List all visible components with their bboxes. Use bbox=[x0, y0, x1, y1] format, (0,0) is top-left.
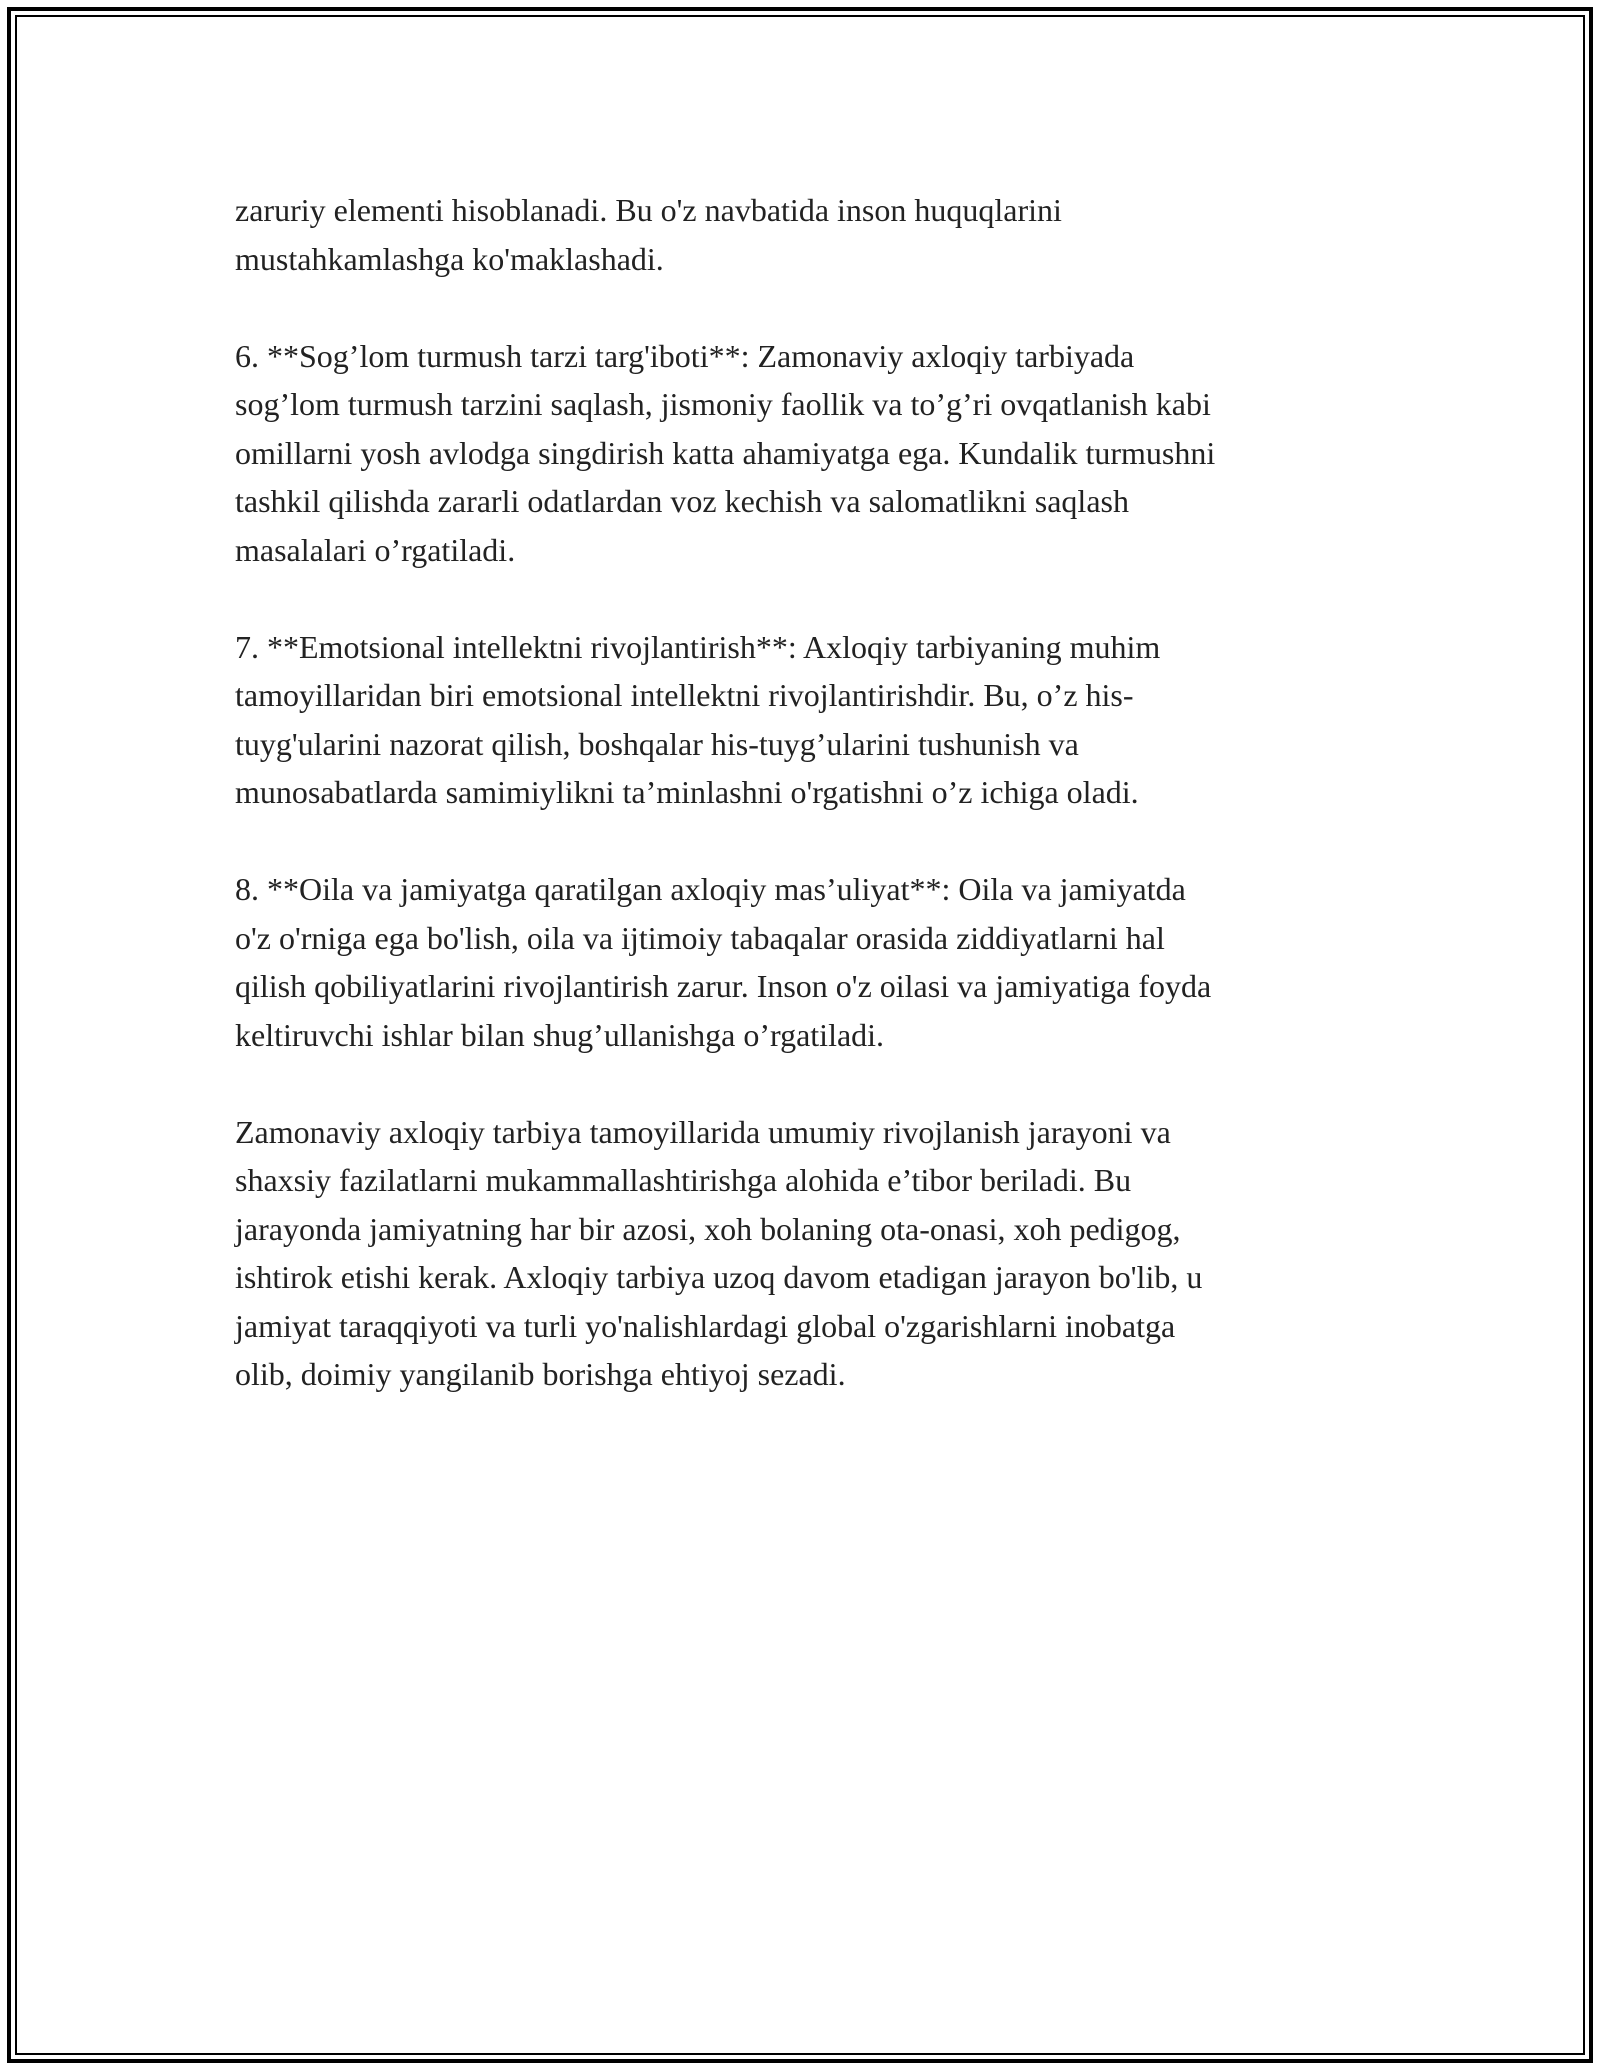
text-line: qilish qobiliyatlarini rivojlantirish zarur. Inson o'z oilasi va jamiyatiga foyda bbox=[235, 968, 1212, 1004]
text-line: masalalari o’rgatiladi. bbox=[235, 531, 516, 568]
text-line: 8. **Oila va jamiyatga qaratilgan axloqiy mas’uliyat**: Oila va jamiyatda bbox=[235, 871, 1186, 907]
text-line: Zamonaviy axloqiy tarbiya tamoyillarida umumiy rivojlanish jarayoni va bbox=[235, 1113, 1171, 1150]
text-line: o'z o'rniga ega bo'lish, oila va ijtimoiy tabaqalar orasida ziddiyatlarni hal bbox=[235, 919, 1165, 956]
text-line: 6. **Sog’lom turmush tarzi targ'iboti**: Zamonaviy axloqiy tarbiyada bbox=[235, 337, 1135, 374]
text-line: mustahkamlashga ko'maklashadi. bbox=[235, 240, 664, 277]
text-line: tuyg'ularini nazorat qilish, boshqalar his-tuyg’ularini tushunish va bbox=[235, 725, 1079, 762]
text-line: munosabatlarda samimiylikni ta’minlashni o'rgatishni o’z ichiga oladi. bbox=[235, 774, 1139, 810]
text-line: tamoyillaridan biri emotsional intellektni rivojlantirishdir. Bu, o’z his- bbox=[235, 677, 1134, 713]
text-line: jarayonda jamiyatning har bir azosi, xoh bolaning ota-onasi, xoh pedigog, bbox=[235, 1210, 1181, 1247]
text-line: omillarni yosh avlodga singdirish katta ahamiyatga ega. Kundalik turmushni bbox=[235, 434, 1216, 471]
paragraph-item-7 bbox=[235, 623, 1380, 817]
paragraph-conclusion bbox=[235, 1108, 1380, 1399]
text-line: sog’lom turmush tarzini saqlash, jismoniy faollik va to’g’ri ovqatlanish kabi bbox=[235, 386, 1211, 422]
paragraph-item-6 bbox=[235, 332, 1380, 575]
paragraph-continuation bbox=[235, 186, 1380, 283]
text-line: 7. **Emotsional intellektni rivojlantirish**: Axloqiy tarbiyaning muhim bbox=[235, 628, 1161, 665]
text-line: zaruriy elementi hisoblanadi. Bu o'z navbatida inson huquqlarini bbox=[235, 192, 1062, 228]
text-line: shaxsiy fazilatlarni mukammallashtirishga alohida e’tibor beriladi. Bu bbox=[235, 1162, 1132, 1198]
text-line: olib, doimiy yangilanib borishga ehtiyoj sezadi. bbox=[235, 1356, 846, 1392]
text-line: tashkil qilishda zararli odatlardan voz kechish va salomatlikni saqlash bbox=[235, 483, 1129, 519]
paragraph-item-8 bbox=[235, 865, 1380, 1059]
document-body bbox=[235, 186, 1380, 1399]
text-line: jamiyat taraqqiyoti va turli yo'nalishlardagi global o'zgarishlarni inobatga bbox=[235, 1307, 1176, 1344]
text-line: keltiruvchi ishlar bilan shug’ullanishga o’rgatiladi. bbox=[235, 1016, 885, 1053]
text-line: ishtirok etishi kerak. Axloqiy tarbiya uzoq davom etadigan jarayon bo'lib, u bbox=[235, 1259, 1203, 1295]
